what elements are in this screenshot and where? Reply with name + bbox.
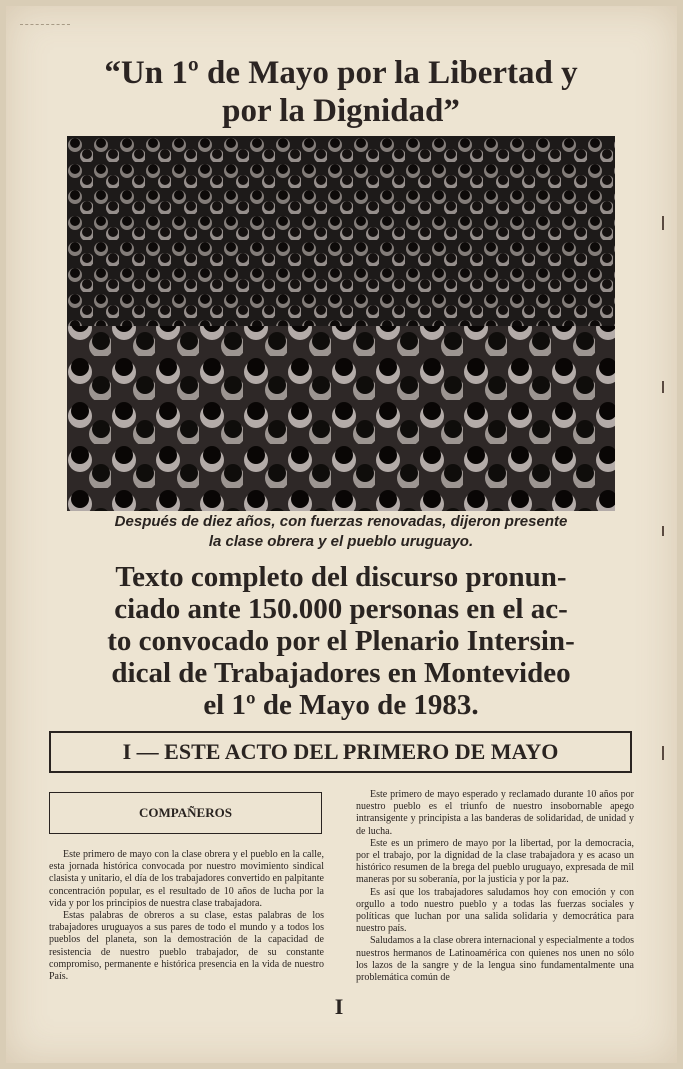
- edge-mark: [662, 526, 664, 536]
- headline-line-1: “Un 1º de Mayo por la Libertad y: [104, 55, 578, 91]
- page-number: I: [334, 994, 344, 1019]
- caption-line-1: Después de diez años, con fuerzas renovadas, dijeron presente: [114, 513, 568, 530]
- left-paragraph-1: Este primero de mayo con la clase obrera y el pueblo en la calle, esta jornada histórica convocada por nuestro movimiento sindical clasista y unitario, el día de los trabajadores convertido en palpitante concentración popular, es el resultado de 10 años de lucha por la vida y por los principios de nuestra clase trabajadora.: [49, 849, 324, 909]
- crowd-photo: [67, 136, 615, 511]
- right-paragraph-4: Saludamos a la clase obrera internacional y especialmente a todos nuestros hermanos de Latinoamérica con quienes nos unen no sólo los lazos de la sangre y de la lengua sino fundamentalmente una problemática común de: [356, 935, 634, 984]
- subhead-line-5: el 1º de Mayo de 1983.: [203, 689, 479, 721]
- crowd-photo-icon: [67, 136, 615, 511]
- subhead-line-2: ciado ante 150.000 personas en el ac-: [114, 593, 568, 625]
- left-column: [49, 849, 324, 983]
- edge-mark: [662, 746, 664, 760]
- headline: [36, 54, 646, 130]
- subheadline: [46, 561, 636, 721]
- headline-line-2: por la Dignidad”: [222, 93, 460, 129]
- right-paragraph-1: Este primero de mayo esperado y reclamado durante 10 años por nuestro pueblo es el triunfo de nuestro insobornable apego intransigente y principista a las banderas de solidaridad, de unidad y de lucha.: [356, 789, 634, 837]
- edge-mark: [662, 216, 664, 230]
- right-paragraph-2: Este es un primero de mayo por la libertad, por la democracia, por el trabajo, por la dignidad de la clase trabajadora y es acaso un histórico resumen de la brega del pueblo uruguayo, expresada de mil maneras por su soberanía, por la justicia y por la paz.: [356, 837, 634, 886]
- photo-caption: [46, 512, 636, 552]
- right-paragraph-3: Es así que los trabajadores saludamos hoy con emoción y con orgullo a todo nuestro pueblo y a todas las fuerzas sociales y políticas que luchan por una salida solidaria y democrática para nuestro país.: [356, 886, 634, 935]
- subhead-line-3: to convocado por el Plenario Intersin-: [107, 625, 575, 657]
- section-title: I — ESTE ACTO DEL PRIMERO DE MAYO: [49, 731, 632, 773]
- left-paragraph-2: Estas palabras de obreros a su clase, estas palabras de los trabajadores uruguayos a sus pares de todo el mundo y a todos los pueblos del planeta, son la demostración de la capacidad de resistencia de nuestro pueblo trabajador, de su constante compromiso, permanente e histórica presencia en la vida de nuestro País.: [49, 910, 324, 983]
- subhead-line-4: dical de Trabajadores en Montevideo: [111, 657, 571, 689]
- document-page: [6, 6, 677, 1063]
- caption-line-2: la clase obrera y el pueblo uruguayo.: [208, 533, 474, 550]
- edge-mark: [662, 381, 664, 393]
- companeros-title: COMPAÑEROS: [49, 792, 322, 834]
- paper-fold-mark: [20, 24, 70, 39]
- subhead-line-1: Texto completo del discurso pronun-: [115, 561, 567, 593]
- right-column: [356, 789, 634, 984]
